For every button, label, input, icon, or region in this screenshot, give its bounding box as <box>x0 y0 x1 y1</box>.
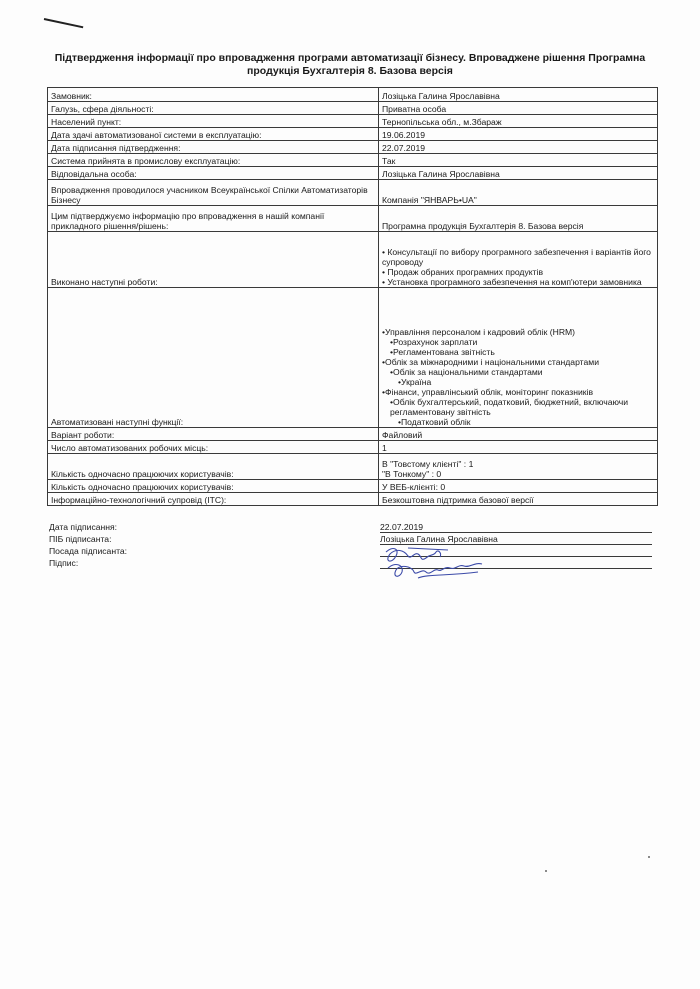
signer-name-label: ПІБ підписанта: <box>49 534 112 544</box>
row-label: Дата здачі автоматизованої системи в експлуатацію: <box>48 128 379 141</box>
row-value: Лозіцька Галина Ярославівна <box>379 167 658 180</box>
works-label: Виконано наступні роботи: <box>48 232 379 288</box>
table-row <box>48 167 658 180</box>
list-item: •Регламентована звітність <box>390 347 495 357</box>
list-item: •Облік бухгалтерський, податковий, бюджетний, включаючи регламентовану звітність <box>390 397 629 417</box>
table-row <box>48 115 658 128</box>
row-label: Дата підписання підтвердження: <box>48 141 379 154</box>
signer-position-row <box>49 545 654 557</box>
row-label: Цим підтверджуємо інформацію про впровадження в нашій компанії прикладного рішення/рішень: <box>48 206 379 232</box>
row-label: Замовник: <box>48 88 379 102</box>
works-list <box>379 232 658 288</box>
signing-block <box>49 521 654 569</box>
signature-row <box>49 557 654 569</box>
row-label: Населений пункт: <box>48 115 379 128</box>
row-value: Компанія "ЯНВАРЬ•UA" <box>379 180 658 206</box>
scan-speck <box>545 870 547 872</box>
list-item: • Консультації по вибору програмного забезпечення і варіантів його супроводу <box>382 247 651 267</box>
table-row <box>48 154 658 167</box>
row-value: Тернопільська обл., м.Збараж <box>379 115 658 128</box>
table-row <box>48 428 658 441</box>
signing-date-value: 22.07.2019 <box>380 522 652 533</box>
functions-list <box>379 288 658 428</box>
list-item: • Продаж обраних програмних продуктів <box>382 267 544 277</box>
table-row <box>48 128 658 141</box>
signing-date-label: Дата підписання: <box>49 522 118 532</box>
row-label: Кількість одночасно працюючих користувачів: <box>48 454 379 480</box>
table-row <box>48 441 658 454</box>
row-value: Безкоштовна підтримка базової версії <box>379 493 658 506</box>
row-label: Відповідальна особа: <box>48 167 379 180</box>
table-row <box>48 454 658 480</box>
list-item: •Облік за міжнародними і національними стандартами <box>382 357 599 367</box>
list-item: •Фінанси, управлінський облік, моніторинг показників <box>382 387 594 397</box>
row-value: Приватна особа <box>379 102 658 115</box>
list-item: • Установка програмного забезпечення на комп'ютери замовника <box>382 277 642 287</box>
row-value <box>379 454 658 480</box>
row-value: 19.06.2019 <box>379 128 658 141</box>
row-value: Так <box>379 154 658 167</box>
row-value: Лозіцька Галина Ярославівна <box>379 88 658 102</box>
list-item: •Україна <box>398 377 432 387</box>
row-label: Інформаційно-технологічний супровід (ІТС): <box>48 493 379 506</box>
document-title: Підтвердження інформації про впровадження програми автоматизації бізнесу. Впроваджене рішення Програмна продукція Бухгалтерія 8. Базова версія <box>54 52 646 77</box>
table-row <box>48 206 658 232</box>
table-row <box>48 480 658 493</box>
handwritten-signature <box>378 544 488 584</box>
row-value: Програмна продукція Бухгалтерія 8. Базова версія <box>379 206 658 232</box>
row-label: Впровадження проводилося учасником Всеукраїнської Спілки Автоматизаторів Бізнесу <box>48 180 379 206</box>
signing-date-row <box>49 521 654 533</box>
info-table <box>47 87 658 506</box>
row-value: Файловий <box>379 428 658 441</box>
row-value: 1 <box>379 441 658 454</box>
scan-speck <box>648 856 650 858</box>
row-value: 22.07.2019 <box>379 141 658 154</box>
signer-name-row <box>49 533 654 545</box>
row-label: Кількість одночасно працюючих користувачів: <box>48 480 379 493</box>
table-row <box>48 88 658 102</box>
table-row <box>48 232 658 288</box>
thick-client-count: В "Товстому клієнті" : 1 <box>382 459 474 469</box>
table-row <box>48 141 658 154</box>
table-row <box>48 493 658 506</box>
row-label: Галузь, сфера діяльності: <box>48 102 379 115</box>
row-label: Варіант роботи: <box>48 428 379 441</box>
scan-mark <box>44 18 84 28</box>
list-item: •Розрахунок зарплати <box>390 337 478 347</box>
table-row <box>48 180 658 206</box>
list-item: •Управління персоналом і кадровий облік (HRM) <box>382 327 576 337</box>
list-item: •Облік за національними стандартами <box>390 367 543 377</box>
signer-position-label: Посада підписанта: <box>49 546 128 556</box>
row-label: Система прийнята в промислову експлуатацію: <box>48 154 379 167</box>
thin-client-count: "В Тонкому" : 0 <box>382 469 442 479</box>
functions-label: Автоматизовані наступні функції: <box>48 288 379 428</box>
table-row <box>48 102 658 115</box>
signature-label: Підпис: <box>49 558 79 568</box>
list-item: •Податковий облік <box>398 417 471 427</box>
row-value: У ВЕБ-клієнті: 0 <box>379 480 658 493</box>
signer-name-value: Лозіцька Галина Ярославівна <box>380 534 652 545</box>
row-label: Число автоматизованих робочих місць: <box>48 441 379 454</box>
table-row <box>48 288 658 428</box>
